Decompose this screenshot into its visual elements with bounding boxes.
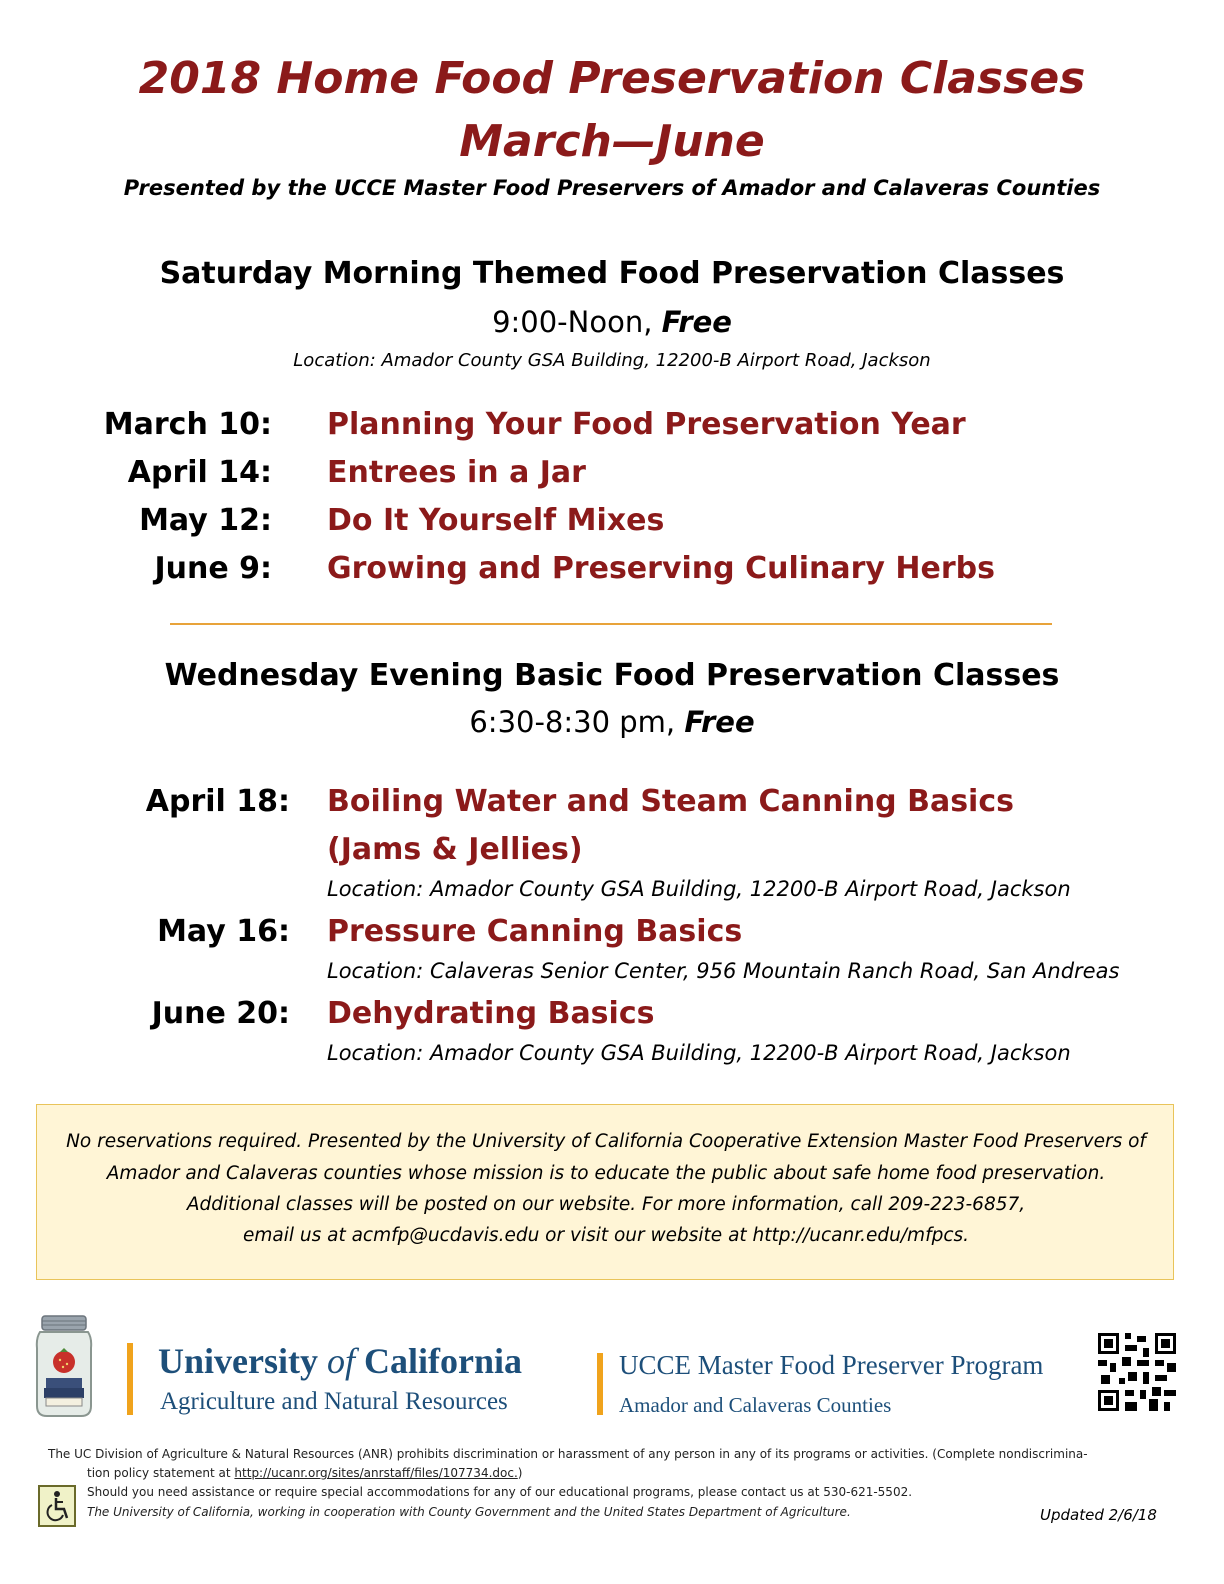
wheelchair-icon — [38, 1485, 76, 1527]
program-name: UCCE Master Food Preserver Program — [619, 1350, 1044, 1380]
class-location: Location: Calaveras Senior Center, 956 Mountain Ranch Road, San Andreas — [327, 959, 1120, 983]
program-area: Amador and Calaveras Counties — [619, 1393, 892, 1417]
saturday-location: Location: Amador County GSA Building, 12200-B Airport Road, Jackson — [293, 350, 931, 371]
wednesday-time: 6:30-8:30 pm, Free — [469, 705, 755, 739]
notice-line: No reservations required. Presented by the University of California Cooperative Extension Master Food Preservers of — [66, 1131, 1146, 1152]
wednesday-heading: Wednesday Evening Basic Food Preservation Classes — [164, 658, 1060, 693]
notice-line: Additional classes will be posted on our website. For more information, call 209-223-6857, — [186, 1194, 1026, 1215]
saturday-cost: Free — [661, 305, 732, 339]
notice-line: email us at acmfp@ucdavis.edu or visit our website at http://ucanr.edu/mfpcs. — [242, 1225, 970, 1246]
policy-link[interactable]: http://ucanr.org/sites/anrstaff/files/107734.doc. — [234, 1466, 518, 1480]
saturday-heading: Saturday Morning Themed Food Preservation Classes — [159, 256, 1065, 291]
nondiscrimination-statement: The UC Division of Agriculture & Natural Resources (ANR) prohibits discrimination or harassment of any person in any of its programs or activities. (Complete nondiscrimina- — [48, 1447, 1088, 1461]
class-title: Do It Yourself Mixes — [327, 503, 665, 538]
presented-by: Presented by the UCCE Master Food Preservers of Amador and Calaveras Counties — [123, 176, 1101, 200]
info-notice-box — [36, 1104, 1174, 1280]
mason-jar-logo — [34, 1314, 94, 1418]
class-date: May 12: — [139, 503, 272, 538]
notice-line: Amador and Calaveras counties whose mission is to educate the public about safe home food preservation. — [106, 1163, 1106, 1184]
class-title: Planning Your Food Preservation Year — [327, 407, 966, 442]
class-date: April 14: — [127, 455, 272, 490]
assistance-statement: Should you need assistance or require special accommodations for any of our educational programs, please contact us at 530-621-5502. — [87, 1485, 913, 1499]
class-date: May 16: — [157, 914, 290, 949]
uc-logo-name: University of California — [158, 1341, 522, 1381]
class-date: April 18: — [145, 784, 290, 819]
class-location: Location: Amador County GSA Building, 12200-B Airport Road, Jackson — [327, 877, 1071, 901]
cooperation-statement: The University of California, working in cooperation with County Government and the United States Department of Agriculture. — [87, 1505, 851, 1519]
class-title: Boiling Water and Steam Canning Basics — [327, 784, 1014, 819]
qr-code-icon — [1098, 1333, 1176, 1411]
uc-logo-division: Agriculture and Natural Resources — [160, 1388, 508, 1415]
class-date: March 10: — [103, 407, 272, 442]
class-title: Entrees in a Jar — [327, 455, 586, 490]
updated-date: Updated 2/6/18 — [1040, 1506, 1157, 1524]
class-title: Growing and Preserving Culinary Herbs — [327, 551, 995, 586]
wednesday-cost: Free — [684, 705, 755, 739]
class-title: Dehydrating Basics — [327, 996, 655, 1031]
class-date: June 9: — [154, 551, 272, 586]
class-location: Location: Amador County GSA Building, 12200-B Airport Road, Jackson — [327, 1041, 1071, 1065]
uc-logo-bar — [127, 1343, 133, 1415]
section-divider — [170, 623, 1052, 625]
page-title: 2018 Home Food Preservation Classes — [138, 53, 1086, 104]
saturday-time: 9:00-Noon, Free — [492, 305, 732, 339]
class-title: Pressure Canning Basics — [327, 914, 743, 949]
class-title-line2: (Jams & Jellies) — [327, 832, 583, 867]
policy-statement-line: tion policy statement at http://ucanr.org/sites/anrstaff/files/107734.doc.) — [87, 1466, 523, 1480]
date-range: March—June — [459, 116, 765, 167]
class-date: June 20: — [151, 996, 290, 1031]
program-logo-bar — [597, 1353, 603, 1415]
